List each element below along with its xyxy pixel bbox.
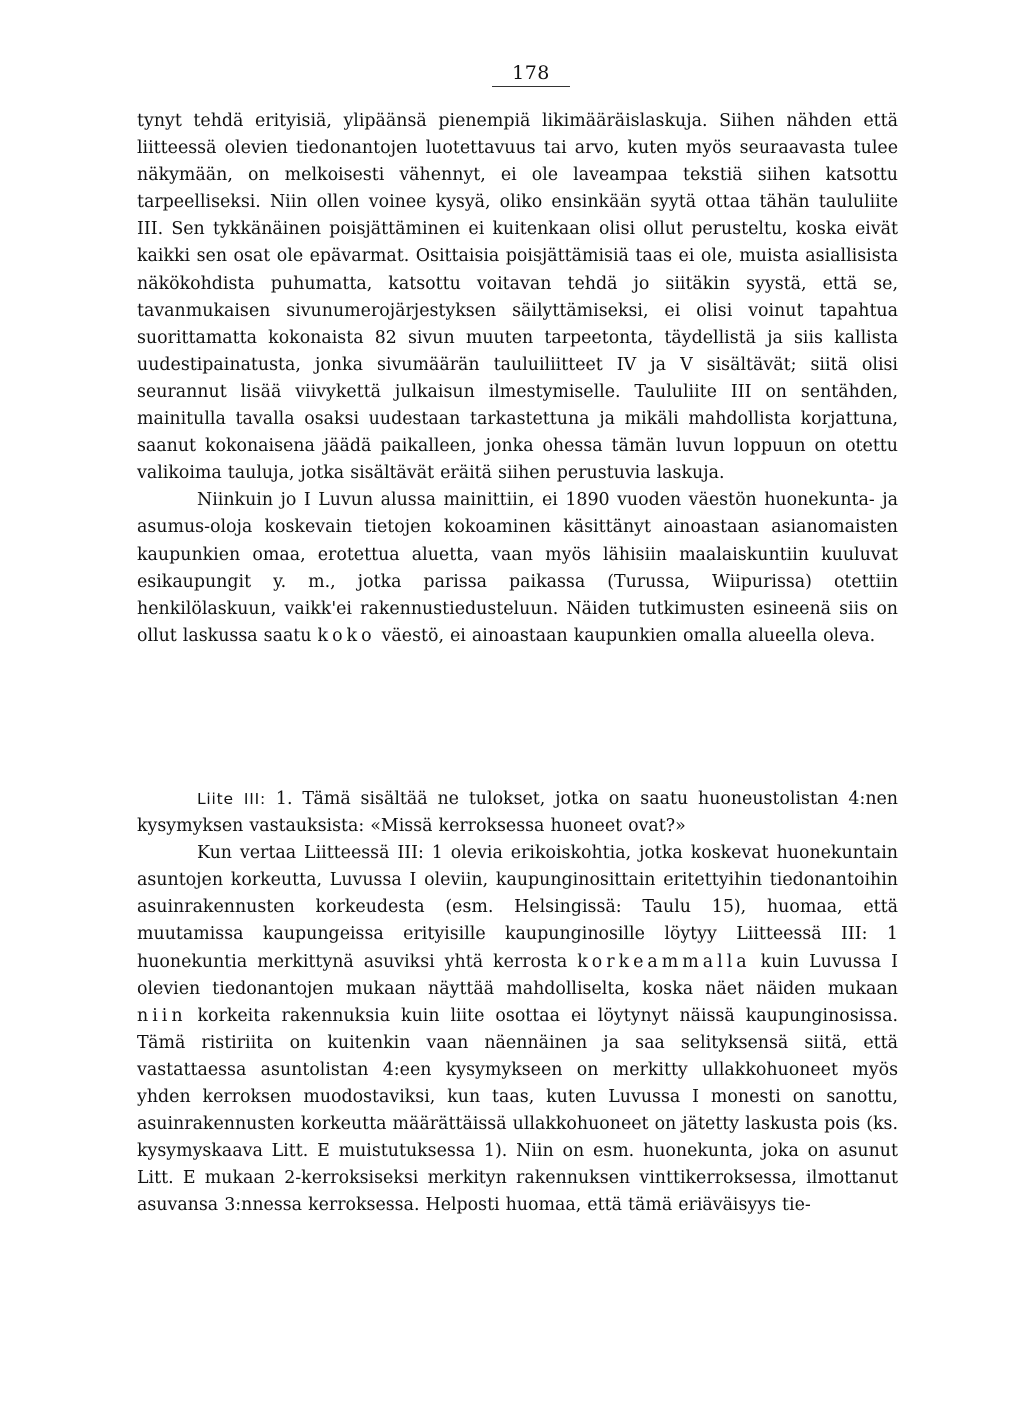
appendix-number: 1.: [275, 789, 293, 809]
paragraph-2-text: Niinkuin jo I Luvun alussa mainittiin, ei 1890 vuoden väestön huonekunta- ja asumus-oloja koskevain tietojen kokoaminen käsittänyt ainoastaan asianomaisten kaupunkien omaa, erotettua aluetta, vaan myös lähisiin maalaiskuntiin kuuluvat esikaupungit y. m., jotka parissa paikassa (Turussa, Wiipurissa) otettiin henkilölaskuun, vaikk'ei rakennustiedusteluun. Näiden tutkimusten esineenä siis on ollut laskussa saatu: [137, 490, 898, 646]
appendix-text: Tämä sisältää ne tulokset, jotka on saatu huoneustolistan 4:nen kysymyksen vastauksista: «Missä kerroksessa huoneet ovat?»: [137, 789, 899, 837]
paragraph-3-end: korkeita rakennuksia kuin liite osottaa ei löytynyt näissä kaupunginosissa. Tämä ristiriita on kuitenkin vaan näennäinen ja saa selityksensä siitä, että vastattaessa asuntolistan 4:een kysymykseen on merkitty ullakkohuoneet myös yhden kerroksen muodostaviksi, kun taas, kuten Luvussa I monesti on sanottu, asuinrakennusten korkeutta määrättäissä ullakkohuoneet on jätetty laskusta pois (ks. kysymyskaava Litt. E muistutuksessa 1). Niin on esm. huonekunta, joka on asunut Litt. E mukaan 2-kerroksiseksi merkityn rakennuksen vinttikerroksessa, ilmottanut asuvansa 3:nnessa kerroksessa. Helposti huomaa, että tämä eriäväisyys tie-: [137, 1005, 899, 1216]
body-text-lower: [137, 786, 898, 1220]
paragraph-3-mid: kuin Luvussa I olevien tiedonantojen mukaan näyttää mahdolliselta, koska näet näiden mukaan: [137, 951, 898, 999]
paragraph-3-emphasis: korkeammalla: [577, 951, 751, 972]
paragraph-2-emphasis: koko: [317, 625, 376, 646]
page-number-underline: [492, 86, 570, 87]
paragraph-2: [137, 487, 898, 650]
paragraph-1: tynyt tehdä erityisiä, ylipäänsä pienempiä likimääräislaskuja. Siihen nähden että liitteessä olevien tiedonantojen luotettavuus tai arvo, kuten myös seuraavasta tulee näkymään, on melkoisesti vähennyt, ei ole laveampaa tekstiä siihen katsottu tarpeelliseksi. Niin ollen voinee kysyä, oliko ensinkään syytä ottaa tähän taululiite III. Sen tykkänäinen poisjättäminen ei kuitenkaan olisi ollut perusteltu, koska eivät kaikki sen osat ole epävarmat. Osittaisia poisjättämisiä taas ei ole, muista asiallisista näkökohdista puhumatta, katsottu voitavan tehdä jo siitäkin syystä, että se, tavanmukaisen sivunumerojärjestyksen säilyttämiseksi, ei olisi voinut tapahtua suorittamatta kokonaista 82 sivun muuten tarpeetonta, täydellistä ja siis kallista uudestipainatusta, jonka sivumäärän tauluiliitteet IV ja V sisältävät; siitä olisi seurannut lisää viivykettä julkaisun ilmestymiselle. Taululiite III on sentähden, mainitulla tavalla osaksi uudestaan tarkastettuna ja mikäli mahdollista korjattuna, saanut kokonaisena jäädä paikalleen, jonka ohessa tämän luvun loppuun on otettu valikoima tauluja, jotka sisältävät eräitä siihen perustuvia laskuja.: [137, 111, 898, 484]
paragraph-3-start: Kun vertaa Liitteessä III: 1 olevia erikoiskohtia, jotka koskevat huonekuntain asuntojen korkeutta, Luvussa I oleviin, kaupunginosittain eritettyihin tiedonantoihin asuinrakennusten korkeudesta (esm. Helsingissä: Taulu 15), huomaa, että muutamissa kaupungeissa erityisille kaupunginosille löytyy Liitteessä III: 1 huonekuntia merkittynä asuviksi yhtä kerrosta: [137, 843, 898, 972]
paragraph-3: [137, 840, 898, 1219]
appendix-label: Liite III:: [197, 790, 267, 808]
page-number: 178: [512, 62, 550, 84]
body-text-upper: [137, 108, 898, 650]
appendix-paragraph: [137, 786, 898, 840]
paragraph-2-end: väestö, ei ainoastaan kaupunkien omalla alueella oleva.: [381, 625, 876, 646]
paragraph-3-emphasis-2: niin: [137, 1005, 187, 1026]
